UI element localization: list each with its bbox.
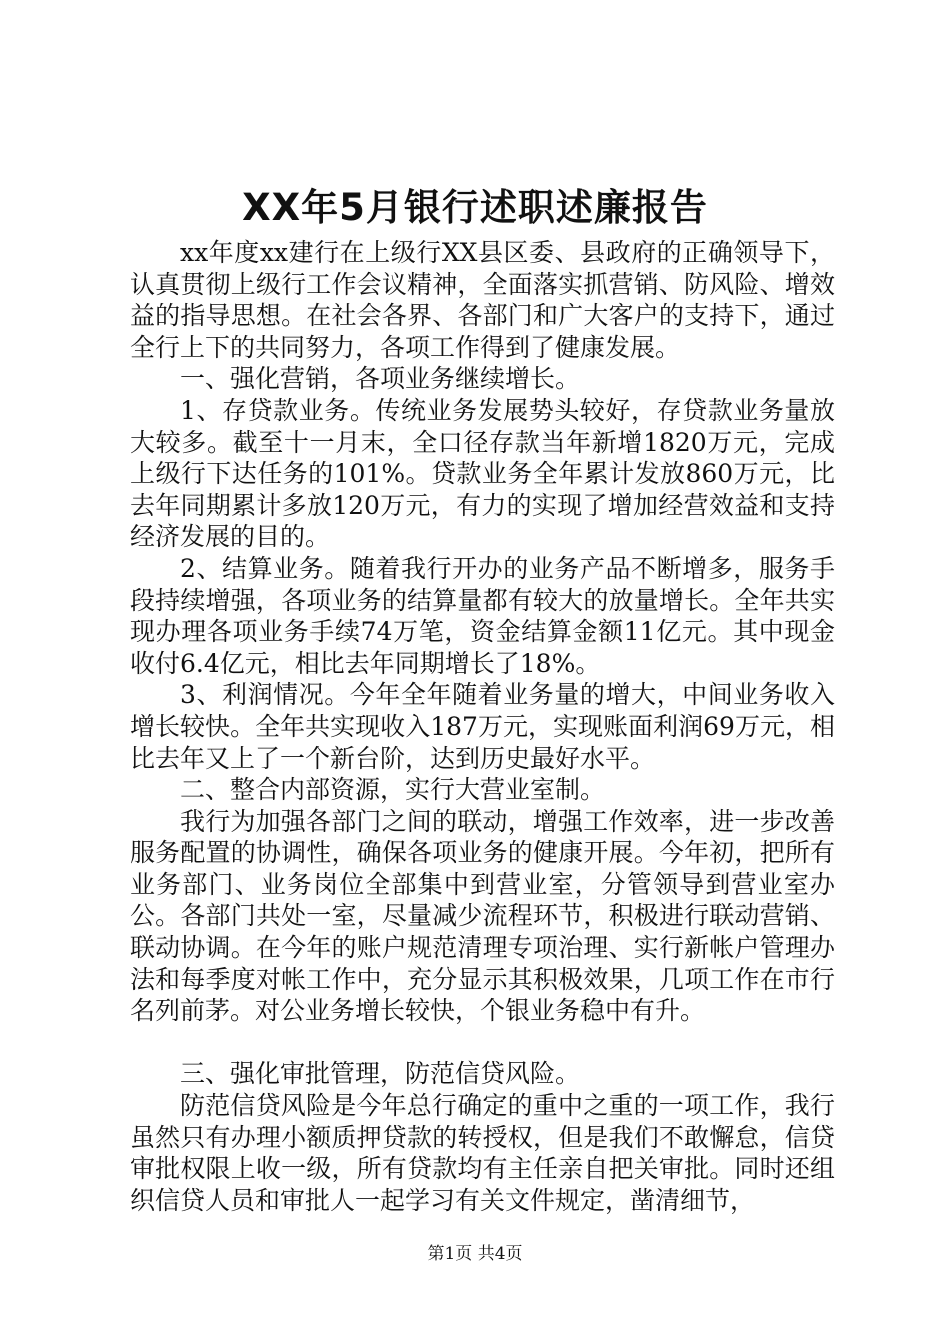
- paragraph-deposits-loans: 1、存贷款业务。传统业务发展势头较好，存贷款业务量放大较多。截至十一月末，全口径存款当年新增1820万元，完成上级行下达任务的101%。贷款业务全年累计发放860万元，比去年同期累计多放120万元，有力的实现了增加经营效益和支持经济发展的目的。: [130, 395, 835, 552]
- paragraph-credit-risk: 防范信贷风险是今年总行确定的重中之重的一项工作，我行虽然只有办理小额质押贷款的转授权，但是我们不敢懈怠，信贷审批权限上收一级，所有贷款均有主任亲自把关审批。同时还组织信贷人员和审批人一起学习有关文件规定，凿清细节，: [130, 1091, 835, 1215]
- paragraph-settlement: 2、结算业务。随着我行开办的业务产品不断增多，服务手段持续增强，各项业务的结算量都有较大的放量增长。全年共实现办理各项业务手续74万笔，资金结算金额11亿元。其中现金收付6.4亿元，相比去年同期增长了18%。: [130, 553, 835, 678]
- paragraph-profit: 3、利润情况。今年全年随着业务量的增大，中间业务收入增长较快。全年共实现收入187万元，实现账面利润69万元，相比去年又上了一个新台阶，达到历史最好水平。: [130, 680, 835, 773]
- section-heading-1: 一、强化营销，各项业务继续增长。: [180, 364, 581, 394]
- paragraph-resources: 我行为加强各部门之间的联动，增强工作效率，进一步改善服务配置的协调性，确保各项业务的健康开展。今年初，把所有业务部门、业务岗位全部集中到营业室，分管领导到营业室办公。各部门共处一室，尽量减少流程环节，积极进行联动营销、联动协调。在今年的账户规范清理专项治理、实行新帐户管理办法和每季度对帐工作中，充分显示其积极效果，几项工作在市行名列前茅。对公业务增长较快，个银业务稳中有升。: [130, 806, 835, 1026]
- section-heading-3: 三、强化审批管理，防范信贷风险。: [180, 1059, 581, 1089]
- paragraph-intro: xx年度xx建行在上级行XX县区委、县政府的正确领导下，认真贯彻上级行工作会议精神，全面落实抓营销、防风险、增效益的指导思想。在社会各界、各部门和广大客户的支持下，通过全行上下的共同努力，各项工作得到了健康发展。: [130, 238, 835, 362]
- section-heading-2: 二、整合内部资源，实行大营业室制。: [180, 775, 606, 805]
- page-footer: 第1页 共4页: [427, 1244, 523, 1264]
- document-title: XX年5月银行述职述廉报告: [242, 186, 708, 229]
- document-body: [130, 237, 835, 1216]
